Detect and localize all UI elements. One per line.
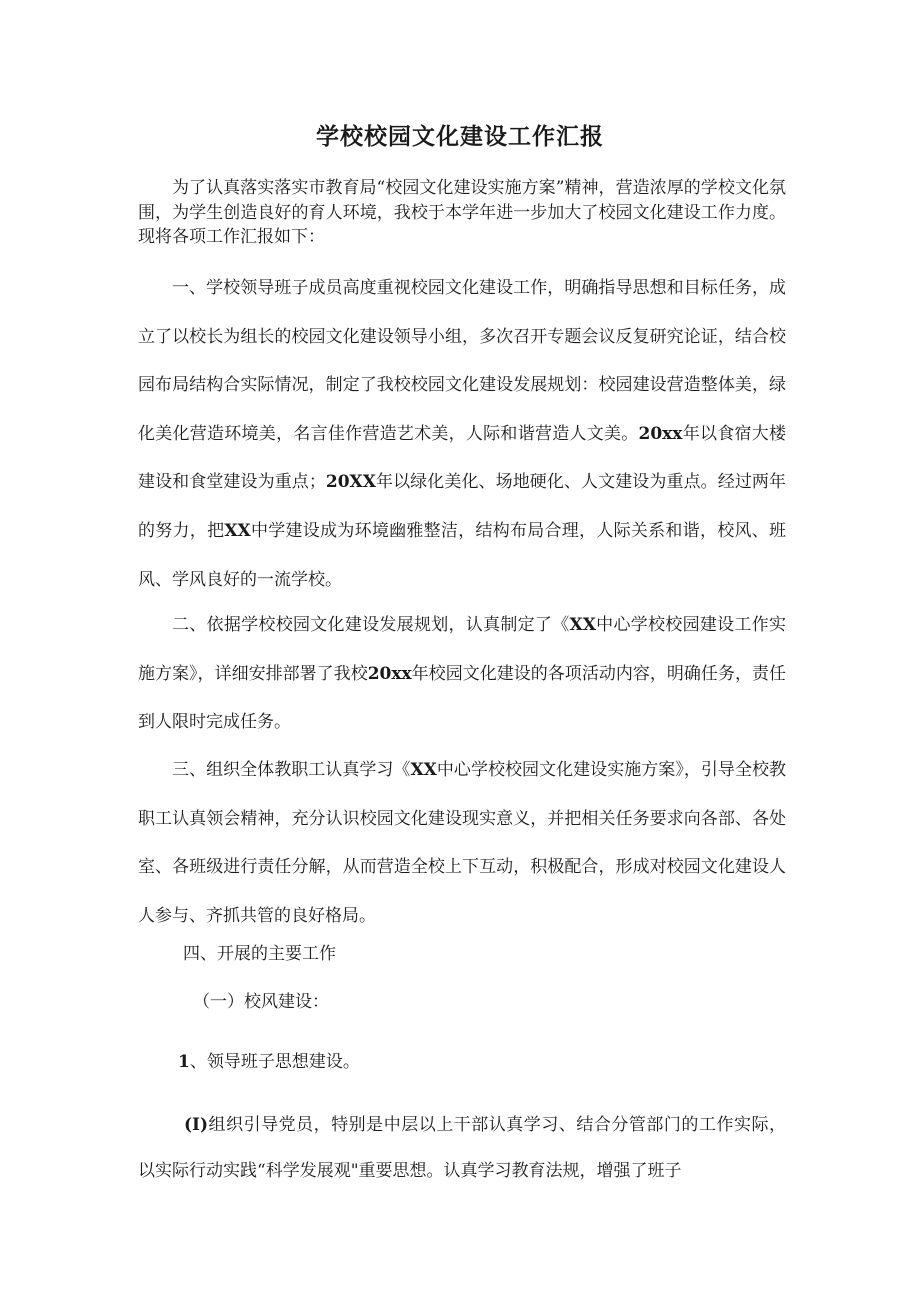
section-1-year-1: 20xx <box>638 423 683 444</box>
section-1-text-d: 中学建设成为环境幽雅整洁，结构布局合理，人际关系和谐，校风、班风、学风良好的一流学校。 <box>138 520 787 590</box>
section-1-year-2: 20XX <box>325 472 376 493</box>
section-3-paragraph <box>138 746 786 940</box>
intro-paragraph: 为了认真落实落实市教育局“校园文化建设实施方案”精神，营造浓厚的学校文化氛围，为学生创造良好的育人环境，我校于本学年进一步加大了校园文化建设工作力度。现将各项工作汇报如下： <box>138 178 786 247</box>
document-title: 学校校园文化建设工作汇报 <box>316 123 604 150</box>
section-2-year: 20xx <box>367 663 412 684</box>
item-1-1-text: 组织引导党员，特别是中层以上干部认真学习、结合分管部门的工作实际，以实际行动实践“科学发展观"重要思想。认真学习教育法规，增强了班子 <box>138 1115 786 1181</box>
section-1-text-a: 一、学校领导班子成员高度重视校园文化建设工作，明确指导思想和目标任务，成立了以校长为组长的校园文化建设领导小组，多次召开专题会议反复研究论证，结合校园布局结构合实际情况，制定了我校校园文化建设发展规划：校园建设营造整体美，绿化美化营造环境美，名言佳作营造艺术美，人际和谐营造人文美。 <box>138 278 786 444</box>
section-2-text-a: 二、依据学校校园文化建设发展规划，认真制定了《 <box>172 615 570 635</box>
item-1-heading <box>178 1050 360 1074</box>
section-1-paragraph <box>138 264 786 604</box>
section-2-paragraph <box>138 601 786 747</box>
section-1-text-b: 年以食宿大楼建设和食堂建设为重点； <box>138 423 787 493</box>
item-1-1-paragraph <box>138 1102 786 1194</box>
item-1-number: 1 <box>178 1052 190 1072</box>
item-1-1-marker: (I) <box>184 1115 209 1135</box>
section-4-heading: 四、开展的主要工作 <box>183 944 336 964</box>
section-3-text-b: 中心学校校园文化建设实施方案》，引导全校教职工认真领会精神，充分认识校园文化建设现实意义，并把相关任务要求向各部、各处室、各班级进行责任分解，从而营造全校上下互动，积极配合，形成对校园文化建设人人参与、齐抓共管的良好格局。 <box>138 760 787 926</box>
section-1-school-name: XX <box>224 520 251 541</box>
item-1-text: 、领导班子思想建设。 <box>189 1052 360 1072</box>
section-2-text-c: 年校园文化建设的各项活动内容，明确任务，责任到人限时完成任务。 <box>138 663 786 733</box>
section-2-school-name: XX <box>569 615 596 635</box>
section-2-text-b: 中心学校校园建设工作实施方案》，详细安排部署了我校 <box>138 615 786 684</box>
section-3-text-a: 三、组织全体教职工认真学习《 <box>172 760 411 780</box>
section-3-school-name: XX <box>410 760 437 780</box>
subsection-1-heading: （一）校风建设： <box>193 992 329 1012</box>
section-1-text-c: 年以绿化美化、场地硬化、人文建设为重点。经过两年的努力，把 <box>138 472 787 541</box>
